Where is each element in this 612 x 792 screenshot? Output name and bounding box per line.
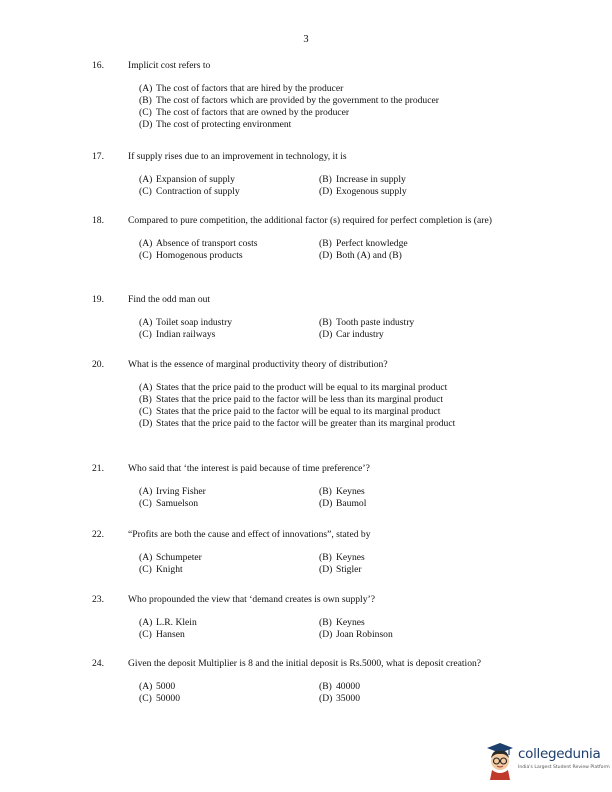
- option-a: (A) Absence of transport costs: [139, 238, 258, 249]
- option-a: (A) States that the price paid to the product will be equal to its marginal product: [139, 382, 448, 393]
- question-number: 24.: [92, 658, 104, 669]
- question-19: [92, 294, 522, 341]
- option-c: (C) Knight: [139, 564, 183, 575]
- question-20: [92, 359, 522, 430]
- option-d: (D) States that the price paid to the factor will be greater than its marginal product: [139, 418, 456, 429]
- question-number: 23.: [92, 594, 104, 605]
- option-a: (A) Toilet soap industry: [139, 317, 233, 328]
- question-18: [92, 215, 522, 262]
- logo-wordmark: collegedunia: [518, 746, 601, 762]
- question-text: Compared to pure competition, the additional factor (s) required for perfect completion is (are): [128, 215, 492, 226]
- question-number: 20.: [92, 359, 104, 370]
- option-d: (D) Joan Robinson: [319, 629, 393, 640]
- question-number: 19.: [92, 294, 104, 305]
- question-text: If supply rises due to an improvement in technology, it is: [128, 151, 347, 162]
- option-d: (D) 35000: [319, 693, 360, 704]
- options-list: [139, 317, 522, 341]
- question-24: [92, 658, 522, 705]
- option-c: (C) States that the price paid to the factor will be equal to its marginal product: [139, 406, 441, 417]
- question-16: [92, 60, 522, 131]
- question-text: Who said that ‘the interest is paid because of time preference’?: [128, 463, 370, 474]
- option-c: (C) 50000: [139, 693, 180, 704]
- option-c: (C) Hansen: [139, 629, 185, 640]
- option-d: (D) Exogenous supply: [319, 186, 407, 197]
- question-text: What is the essence of marginal productivity theory of distribution?: [128, 359, 388, 370]
- collegedunia-logo: [483, 740, 610, 784]
- option-a: (A) L.R. Klein: [139, 617, 197, 628]
- question-text: Implicit cost refers to: [128, 60, 211, 71]
- options-list: [139, 238, 522, 262]
- option-b: (B) 40000: [319, 681, 360, 692]
- page-number: 3: [303, 34, 309, 45]
- option-a: (A) 5000: [139, 681, 176, 692]
- option-a: (A) Irving Fisher: [139, 486, 206, 497]
- question-number: 21.: [92, 463, 104, 474]
- question-text: Find the odd man out: [128, 294, 211, 305]
- question-17: [92, 151, 522, 198]
- options-list: [139, 83, 522, 131]
- question-23: [92, 594, 522, 641]
- student-mascot-icon: [483, 740, 517, 780]
- option-c: (C) Samuelson: [139, 498, 199, 509]
- option-c: (C) Indian railways: [139, 329, 216, 340]
- logo-tagline: India's Largest Student Review Platform: [518, 765, 610, 770]
- question-number: 16.: [92, 60, 104, 71]
- option-b: (B) Keynes: [319, 486, 365, 497]
- option-b: (B) Tooth paste industry: [319, 317, 415, 328]
- options-list: [139, 681, 522, 705]
- option-a: (A) The cost of factors that are hired by the producer: [139, 83, 344, 94]
- question-text: Given the deposit Multiplier is 8 and the initial deposit is Rs.5000, what is deposit creation?: [128, 658, 482, 669]
- question-number: 17.: [92, 151, 104, 162]
- option-a: (A) Expansion of supply: [139, 174, 235, 185]
- question-number: 18.: [92, 215, 104, 226]
- question-number: 22.: [92, 529, 104, 540]
- option-b: (B) The cost of factors which are provided by the government to the producer: [139, 95, 439, 106]
- options-list: [139, 617, 522, 641]
- option-c: (C) Contraction of supply: [139, 186, 240, 197]
- question-text: Who propounded the view that ‘demand creates is own supply’?: [128, 594, 375, 605]
- option-b: (B) Perfect knowledge: [319, 238, 408, 249]
- option-b: (B) Keynes: [319, 552, 365, 563]
- option-b: (B) Keynes: [319, 617, 365, 628]
- option-d: (D) Stigler: [319, 564, 362, 575]
- option-d: (D) Car industry: [319, 329, 384, 340]
- option-d: (D) The cost of protecting environment: [139, 119, 292, 130]
- options-list: [139, 174, 522, 198]
- option-d: (D) Both (A) and (B): [319, 250, 402, 261]
- question-22: [92, 529, 522, 576]
- question-text: “Profits are both the cause and effect of innovations”, stated by: [128, 529, 371, 540]
- option-c: (C) The cost of factors that are owned by the producer: [139, 107, 350, 118]
- option-c: (C) Homogenous products: [139, 250, 243, 261]
- option-b: (B) Increase in supply: [319, 174, 406, 185]
- option-d: (D) Baumol: [319, 498, 367, 509]
- options-list: [139, 382, 522, 430]
- options-list: [139, 552, 522, 576]
- option-b: (B) States that the price paid to the factor will be less than its marginal product: [139, 394, 444, 405]
- question-21: [92, 463, 522, 510]
- option-a: (A) Schumpeter: [139, 552, 202, 563]
- options-list: [139, 486, 522, 510]
